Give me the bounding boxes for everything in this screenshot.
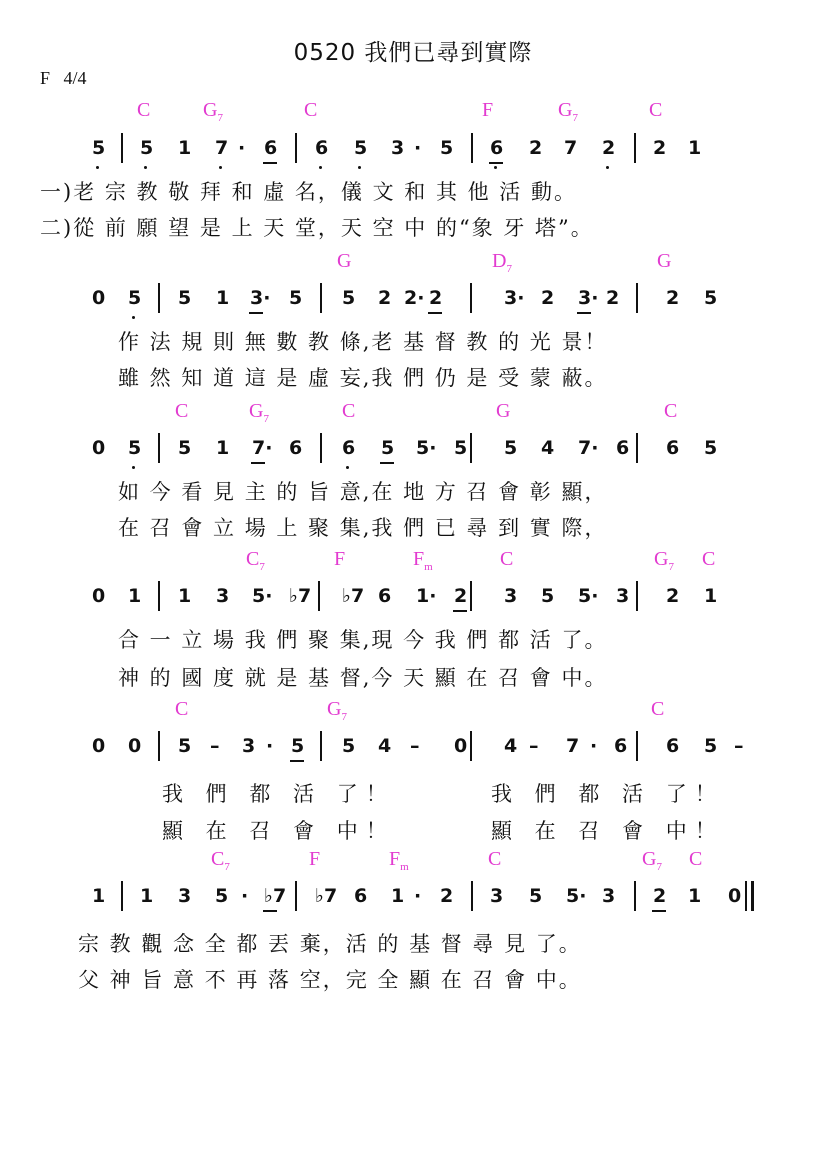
barline [158, 283, 160, 313]
chord-symbol: $C_7$ [246, 548, 265, 573]
barline [636, 581, 638, 611]
chord-symbol: $G_7$ [249, 400, 269, 425]
note-underline [428, 312, 442, 314]
note: 3 [242, 735, 256, 757]
note: · [590, 735, 598, 757]
chord-symbol: $F_m$ [389, 848, 409, 873]
note: 1· [416, 585, 437, 607]
note: 3 [504, 585, 518, 607]
chord-symbol: G [496, 400, 511, 422]
octave-dot [319, 166, 322, 169]
note: 3 [178, 885, 192, 907]
lyric-line: 我 們 都 活 了！ [162, 782, 395, 806]
octave-dot [219, 166, 222, 169]
note: 3 [216, 585, 230, 607]
note: 5 [504, 437, 518, 459]
barline [158, 731, 160, 761]
note-underline [380, 462, 394, 464]
lyric-line: 我 們 都 活 了！ [491, 782, 724, 806]
octave-dot [96, 166, 99, 169]
note: · [241, 885, 249, 907]
barline [636, 433, 638, 463]
note: 6 [616, 437, 630, 459]
barline [295, 133, 297, 163]
note: 1 [178, 137, 192, 159]
note: 5 [215, 885, 229, 907]
octave-dot [144, 166, 147, 169]
note: 0 [92, 287, 106, 309]
barline [634, 133, 636, 163]
note: 5 [454, 437, 468, 459]
note: 1 [391, 885, 405, 907]
barline [121, 133, 123, 163]
note: 5 [704, 735, 718, 757]
note: 5 [140, 137, 154, 159]
note: 5 [128, 287, 142, 309]
lyric-line: 顯 在 召 會 中！ [162, 819, 395, 843]
note-underline [263, 162, 277, 164]
note: 2 [378, 287, 392, 309]
note: 3 [602, 885, 616, 907]
note: 6 [315, 137, 329, 159]
lyric-line: 二)從 前 願 望 是 上 天 堂，天 空 中 的“象 牙 塔”。 [40, 216, 594, 240]
note: – [210, 735, 220, 757]
note: 1 [216, 437, 230, 459]
note: 1 [688, 137, 702, 159]
note: 6 [354, 885, 368, 907]
note: 5 [178, 437, 192, 459]
barline [634, 881, 636, 911]
note: 5· [252, 585, 273, 607]
note: 0 [92, 437, 106, 459]
note: 1 [92, 885, 106, 907]
note: 6 [289, 437, 303, 459]
lyric-line: 父 神 旨 意 不 再 落 空，完 全 顯 在 召 會 中。 [78, 968, 582, 992]
note-underline [489, 162, 503, 164]
song-title: 0520 我們已尋到實際 [293, 40, 533, 66]
note: 2 [653, 137, 667, 159]
note: 1 [128, 585, 142, 607]
chord-symbol: F [482, 99, 494, 121]
note: 7· [252, 437, 273, 459]
note: 6 [614, 735, 628, 757]
note: 0 [92, 735, 106, 757]
note: – [410, 735, 420, 757]
lyric-line: 神 的 國 度 就 是 基 督,今 天 顯 在 召 會 中。 [118, 666, 608, 690]
note: 7 [564, 137, 578, 159]
note: 5 [704, 287, 718, 309]
note: 4 [378, 735, 392, 757]
octave-dot [132, 316, 135, 319]
barline [318, 581, 320, 611]
lyric-line: 合 一 立 場 我 們 聚 集,現 今 我 們 都 活 了。 [118, 628, 608, 652]
note: 2 [653, 885, 667, 907]
note: 5 [289, 287, 303, 309]
note: 3· [504, 287, 525, 309]
chord-symbol: C [175, 400, 189, 422]
barline [470, 581, 472, 611]
note: 6 [342, 437, 356, 459]
chord-symbol: C [649, 99, 663, 121]
chord-symbol: $C_7$ [211, 848, 230, 873]
note: 5 [178, 287, 192, 309]
note: 5 [342, 287, 356, 309]
barline [320, 731, 322, 761]
chord-symbol: G [657, 250, 672, 272]
note: 5 [342, 735, 356, 757]
note: 7· [578, 437, 599, 459]
barline [470, 283, 472, 313]
note: 1 [704, 585, 718, 607]
note: 5· [566, 885, 587, 907]
chord-symbol: C [702, 548, 716, 570]
note: 7 [566, 735, 580, 757]
note: 2 [529, 137, 543, 159]
chord-symbol: C [175, 698, 189, 720]
note: 1 [178, 585, 192, 607]
barline [470, 433, 472, 463]
octave-dot [606, 166, 609, 169]
note: 1 [688, 885, 702, 907]
octave-dot [494, 166, 497, 169]
octave-dot [358, 166, 361, 169]
note-underline [652, 910, 666, 912]
note: 0 [128, 735, 142, 757]
barline [158, 581, 160, 611]
chord-symbol: C [488, 848, 502, 870]
note: 3 [391, 137, 405, 159]
chord-symbol: $G_7$ [654, 548, 674, 573]
lyric-line: 宗 教 觀 念 全 都 丟 棄，活 的 基 督 尋 見 了。 [78, 932, 582, 956]
chord-symbol: F [309, 848, 321, 870]
chord-symbol: C [304, 99, 318, 121]
note: 5 [291, 735, 305, 757]
note: 0 [728, 885, 742, 907]
note: 5 [178, 735, 192, 757]
note: · [238, 137, 246, 159]
barline [636, 283, 638, 313]
lyric-line: 如 今 看 見 主 的 旨 意,在 地 方 召 會 彰 顯， [118, 480, 608, 504]
note: 5 [128, 437, 142, 459]
final-barline [751, 881, 754, 911]
barline [320, 283, 322, 313]
chord-symbol: C [689, 848, 703, 870]
note: 5 [381, 437, 395, 459]
note: 1 [216, 287, 230, 309]
note: 6 [264, 137, 278, 159]
chord-symbol: $G_7$ [642, 848, 662, 873]
note: – [734, 735, 744, 757]
chord-symbol: C [651, 698, 665, 720]
barline [158, 433, 160, 463]
note: 2 [666, 287, 680, 309]
note-underline [251, 462, 265, 464]
note: 3· [250, 287, 271, 309]
barline [471, 881, 473, 911]
note: 5 [92, 137, 106, 159]
note: · [414, 137, 422, 159]
lyric-line: 顯 在 召 會 中！ [491, 819, 724, 843]
lyric-line: 作 法 規 則 無 數 教 條,老 基 督 教 的 光 景！ [118, 330, 608, 354]
note: 6 [378, 585, 392, 607]
lyric-line: 雖 然 知 道 這 是 虛 妄,我 們 仍 是 受 蒙 蔽。 [118, 366, 608, 390]
note-underline [453, 610, 467, 612]
chord-symbol: $G_7$ [558, 99, 578, 124]
note: 5 [704, 437, 718, 459]
note: 3· [578, 287, 599, 309]
chord-symbol: F [334, 548, 346, 570]
note: 1 [140, 885, 154, 907]
note: 2 [666, 585, 680, 607]
lyric-line: 一)老 宗 教 敬 拜 和 虛 名，儀 文 和 其 他 活 動。 [40, 180, 577, 204]
note: ♭7 [342, 585, 365, 607]
note: 4 [504, 735, 518, 757]
note: 6 [666, 735, 680, 757]
note: ♭7 [289, 585, 312, 607]
note: 2 [606, 287, 620, 309]
chord-symbol: C [137, 99, 151, 121]
note: 5· [578, 585, 599, 607]
chord-symbol: C [500, 548, 514, 570]
barline [320, 433, 322, 463]
note-underline [263, 910, 277, 912]
barline [636, 731, 638, 761]
note: 0 [92, 585, 106, 607]
octave-dot [132, 466, 135, 469]
note: 2· [404, 287, 425, 309]
barline [295, 881, 297, 911]
chord-symbol: G [337, 250, 352, 272]
chord-symbol: C [342, 400, 356, 422]
note: 0 [454, 735, 468, 757]
chord-symbol: $G_7$ [327, 698, 347, 723]
chord-symbol: $G_7$ [203, 99, 223, 124]
note: 2 [602, 137, 616, 159]
note: 5 [529, 885, 543, 907]
final-barline-thin [745, 881, 747, 911]
note: 5 [440, 137, 454, 159]
note: 7 [215, 137, 229, 159]
chord-symbol: $F_m$ [413, 548, 433, 573]
barline [471, 133, 473, 163]
note-underline [290, 760, 304, 762]
key-and-time-signature: F 4/4 [40, 68, 87, 88]
barline [121, 881, 123, 911]
barline [470, 731, 472, 761]
note: 2 [454, 585, 468, 607]
note: 2 [541, 287, 555, 309]
chord-symbol: C [664, 400, 678, 422]
note: 6 [666, 437, 680, 459]
note: 5· [416, 437, 437, 459]
note: 3 [616, 585, 630, 607]
octave-dot [346, 466, 349, 469]
note: 6 [490, 137, 504, 159]
lyric-line: 在 召 會 立 場 上 聚 集,我 們 已 尋 到 實 際， [118, 516, 608, 540]
note: – [529, 735, 539, 757]
note-underline [249, 312, 263, 314]
note: · [414, 885, 422, 907]
note-underline [577, 312, 591, 314]
note: 4 [541, 437, 555, 459]
chord-symbol: $D_7$ [492, 250, 512, 275]
note: 5 [541, 585, 555, 607]
note: ♭7 [264, 885, 287, 907]
note: · [266, 735, 274, 757]
note: 5 [354, 137, 368, 159]
note: 3 [490, 885, 504, 907]
note: 2 [429, 287, 443, 309]
note: ♭7 [315, 885, 338, 907]
note: 2 [440, 885, 454, 907]
